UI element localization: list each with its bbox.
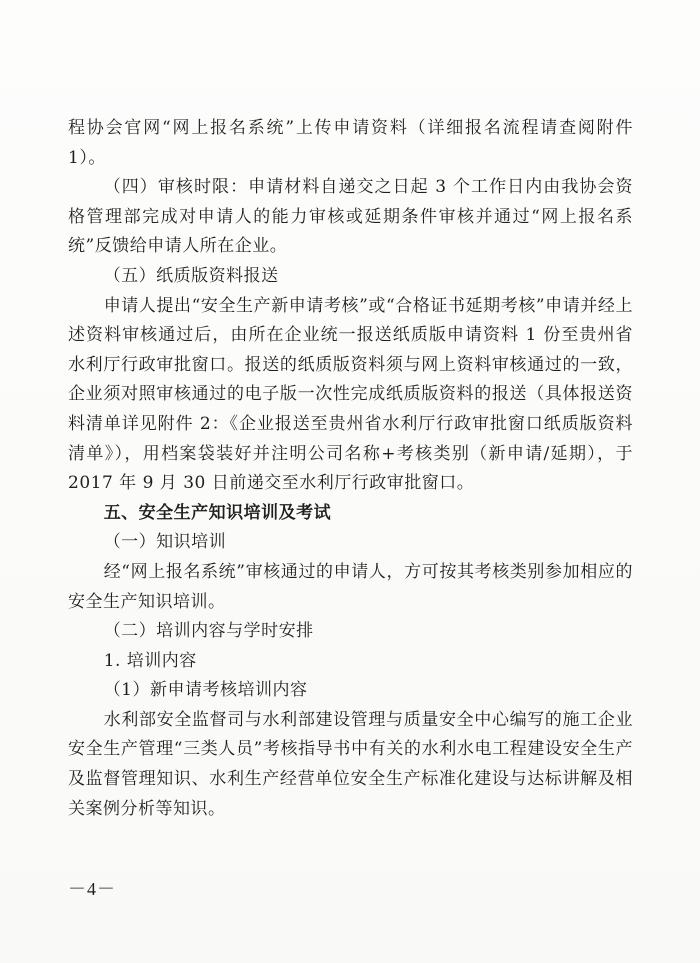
section-heading-training-exam: 五、安全生产知识培训及考试: [103, 502, 332, 523]
paragraph-registration-upload: 程协会官网“网上报名系统”上传申请资料（详细报名流程请查阅附件 1）。: [68, 118, 633, 168]
subheading-knowledge-training: （一）知识培训: [103, 532, 227, 553]
page-number: －4－: [68, 879, 116, 899]
paragraph-paper-materials: 申请人提出“安全生产新申请考核”或“合格证书延期考核”申请并经上述资料审核通过后，由所在企业统一报送纸质版申请资料 1 份至贵州省水利厅行政审批窗口。报送的纸质版资料须与网上资料审核通过的一致，企业须对照审核通过的电子版一次性完成纸质版资料的报送（具体报送资料清单详见附件 2：《企业报送至贵州省水利厅行政审批窗口纸质版资料清单》），用档案袋装好并注明公司名称+考核类别（新申请/延期），于 2017 年 9 月 30 日前递交至水利厅行政审批窗口。: [68, 295, 633, 494]
subheading-training-content-hours: （二）培训内容与学时安排: [103, 621, 314, 642]
subheading-paper-materials: （五）纸质版资料报送: [103, 265, 279, 286]
subheading-new-application-training: （1）新申请考核培训内容: [103, 680, 308, 701]
paragraph-training-materials: 水利部安全监督司与水利部建设管理与质量安全中心编写的施工企业安全生产管理“三类人员”考核指导书中有关的水利水电工程建设安全生产及监督管理知识、水利生产经营单位安全生产标准化建设与达标讲解及相关案例分析等知识。: [68, 709, 633, 819]
paragraph-training-eligibility: 经“网上报名系统”审核通过的申请人，方可按其考核类别参加相应的安全生产知识培训。: [68, 561, 633, 612]
body-text: [68, 114, 633, 824]
subheading-training-content: 1. 培训内容: [103, 650, 197, 671]
paragraph-review-time-limit: （四）审核时限：申请材料自递交之日起 3 个工作日内由我协会资格管理部完成对申请人的能力审核或延期条件审核并通过“网上报名系统”反馈给申请人所在企业。: [68, 177, 633, 257]
